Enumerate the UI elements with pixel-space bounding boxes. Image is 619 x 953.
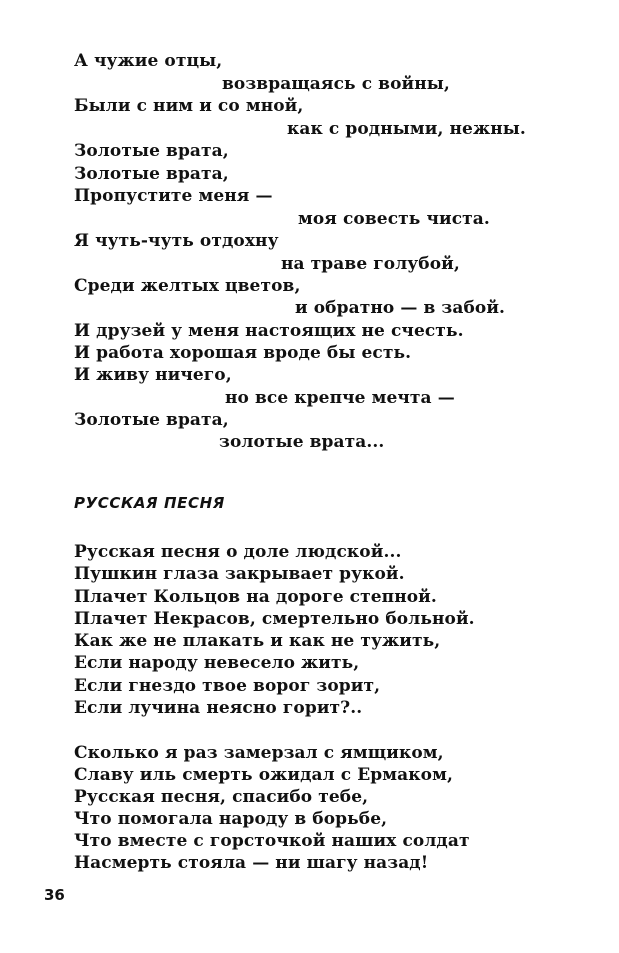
verse-line: Плачет Кольцов на дороге степной.: [74, 587, 437, 607]
verse-line: моя совесть чиста.: [298, 209, 490, 229]
verse-line: на траве голубой,: [281, 254, 460, 274]
verse-line: Пропустите меня —: [74, 186, 273, 206]
verse-line: И друзей у меня настоящих не счесть.: [74, 321, 464, 341]
verse-line: Сколько я раз замерзал с ямщиком,: [74, 743, 444, 763]
verse-line: Золотые врата,: [74, 410, 229, 430]
verse-line: Как же не плакать и как не тужить,: [74, 631, 441, 651]
verse-line: Были с ним и со мной,: [74, 96, 304, 116]
page-number: 36: [44, 886, 65, 904]
verse-line: и обратно — в забой.: [295, 298, 506, 318]
verse-line: Плачет Некрасов, смертельно больной.: [74, 609, 475, 629]
verse-line: И живу ничего,: [74, 365, 232, 385]
verse-line: Если народу невесело жить,: [74, 653, 360, 673]
verse-line: Золотые врата,: [74, 141, 229, 161]
verse-line: Золотые врата,: [74, 164, 229, 184]
verse-line: возвращаясь с войны,: [222, 74, 450, 94]
verse-line: Если лучина неясно горит?..: [74, 698, 363, 718]
verse-line: Русская песня, спасибо тебе,: [74, 787, 369, 807]
verse-line: Я чуть-чуть отдохну: [74, 231, 279, 251]
verse-line: Среди желтых цветов,: [74, 276, 301, 296]
verse-line: Славу иль смерть ожидал с Ермаком,: [74, 765, 453, 785]
verse-line: Пушкин глаза закрывает рукой.: [74, 564, 405, 584]
verse-line: Что вместе с горсточкой наших солдат: [74, 831, 470, 851]
verse-line: И работа хорошая вроде бы есть.: [74, 343, 412, 363]
verse-line: как с родными, нежны.: [287, 119, 526, 139]
verse-line: Если гнездо твое ворог зорит,: [74, 676, 381, 696]
verse-line: Насмерть стояла — ни шагу назад!: [74, 853, 429, 873]
verse-line: А чужие отцы,: [74, 51, 223, 71]
verse-line: золотые врата...: [219, 432, 385, 452]
verse-line: но все крепче мечта —: [225, 388, 455, 408]
verse-line: Что помогала народу в борьбе,: [74, 809, 388, 829]
verse-line: Русская песня о доле людской...: [74, 542, 402, 562]
poem-title: РУССКАЯ ПЕСНЯ: [74, 494, 225, 512]
